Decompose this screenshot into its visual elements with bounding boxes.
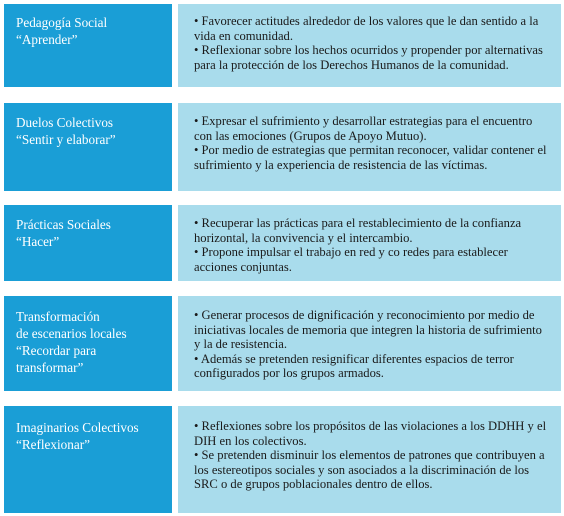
- row-description-cell: [178, 4, 561, 87]
- row-title-line: “Aprender”: [16, 32, 78, 47]
- row-title-line: transformar”: [16, 360, 84, 375]
- table-row: [4, 205, 561, 281]
- table-row: [4, 406, 561, 513]
- row-title-cell: [4, 296, 172, 391]
- bullet-item: • Propone impulsar el trabajo en red y co redes para establecer acciones conjuntas.: [194, 245, 508, 274]
- row-title-line: Imaginarios Colectivos: [16, 420, 139, 435]
- row-title-line: “Sentir y elaborar”: [16, 132, 116, 147]
- bullet-item: • Reflexionar sobre los hechos ocurridos y propender por alternativas para la protección de los Derechos Humanos de la comunidad.: [194, 43, 543, 72]
- row-title-cell: [4, 406, 172, 513]
- row-title-cell: [4, 103, 172, 191]
- bullet-item: • Además se pretenden resignificar diferentes espacios de terror configurados por los grupos armados.: [194, 351, 514, 381]
- row-title-line: “Reflexionar”: [16, 437, 90, 452]
- table-row: [4, 4, 561, 87]
- row-description-cell: [178, 406, 561, 513]
- bullet-item: • Reflexiones sobre los propósitos de las violaciones a los DDHH y el DIH en los colectivos.: [194, 419, 547, 448]
- bullet-item: • Favorecer actitudes alrededor de los valores que le dan sentido a la vida en comunidad.: [194, 14, 539, 43]
- row-title-line: Transformación: [16, 309, 100, 324]
- row-title-cell: [4, 4, 172, 87]
- row-title-line: de escenarios locales: [16, 326, 127, 341]
- row-title-line: Prácticas Sociales: [16, 217, 111, 232]
- row-title-cell: [4, 205, 172, 281]
- row-description-cell: [178, 103, 561, 191]
- bullet-item: • Se pretenden disminuir los elementos de patrones que contribuyen a los estereotipos sociales y son asociados a la discriminación de los SRC o de grupos poblacionales dentro de ellos.: [194, 448, 545, 492]
- row-title-line: Duelos Colectivos: [16, 115, 114, 130]
- row-title-line: Pedagogía Social: [16, 15, 108, 30]
- bullet-item: • Generar procesos de dignificación y reconocimiento por medio de iniciativas locales de memoria que integren la historia de sufrimiento y la de resistencia.: [194, 308, 542, 352]
- table-row: [4, 103, 561, 191]
- table-row: [4, 296, 561, 391]
- bullet-item: • Expresar el sufrimiento y desarrollar estrategias para el encuentro con las emociones (Grupos de Apoyo Mutuo).: [194, 114, 533, 143]
- row-description-cell: [178, 205, 561, 281]
- row-title-line: “Hacer”: [16, 234, 60, 249]
- row-title-line: “Recordar para: [16, 343, 97, 358]
- bullet-item: • Por medio de estrategias que permitan reconocer, validar contener el sufrimiento y la experiencia de resistencia de las víctimas.: [194, 143, 547, 172]
- bullet-item: • Recuperar las prácticas para el restablecimiento de la confianza horizontal, la convivencia y el intercambio.: [194, 216, 522, 245]
- row-description-cell: [178, 296, 561, 391]
